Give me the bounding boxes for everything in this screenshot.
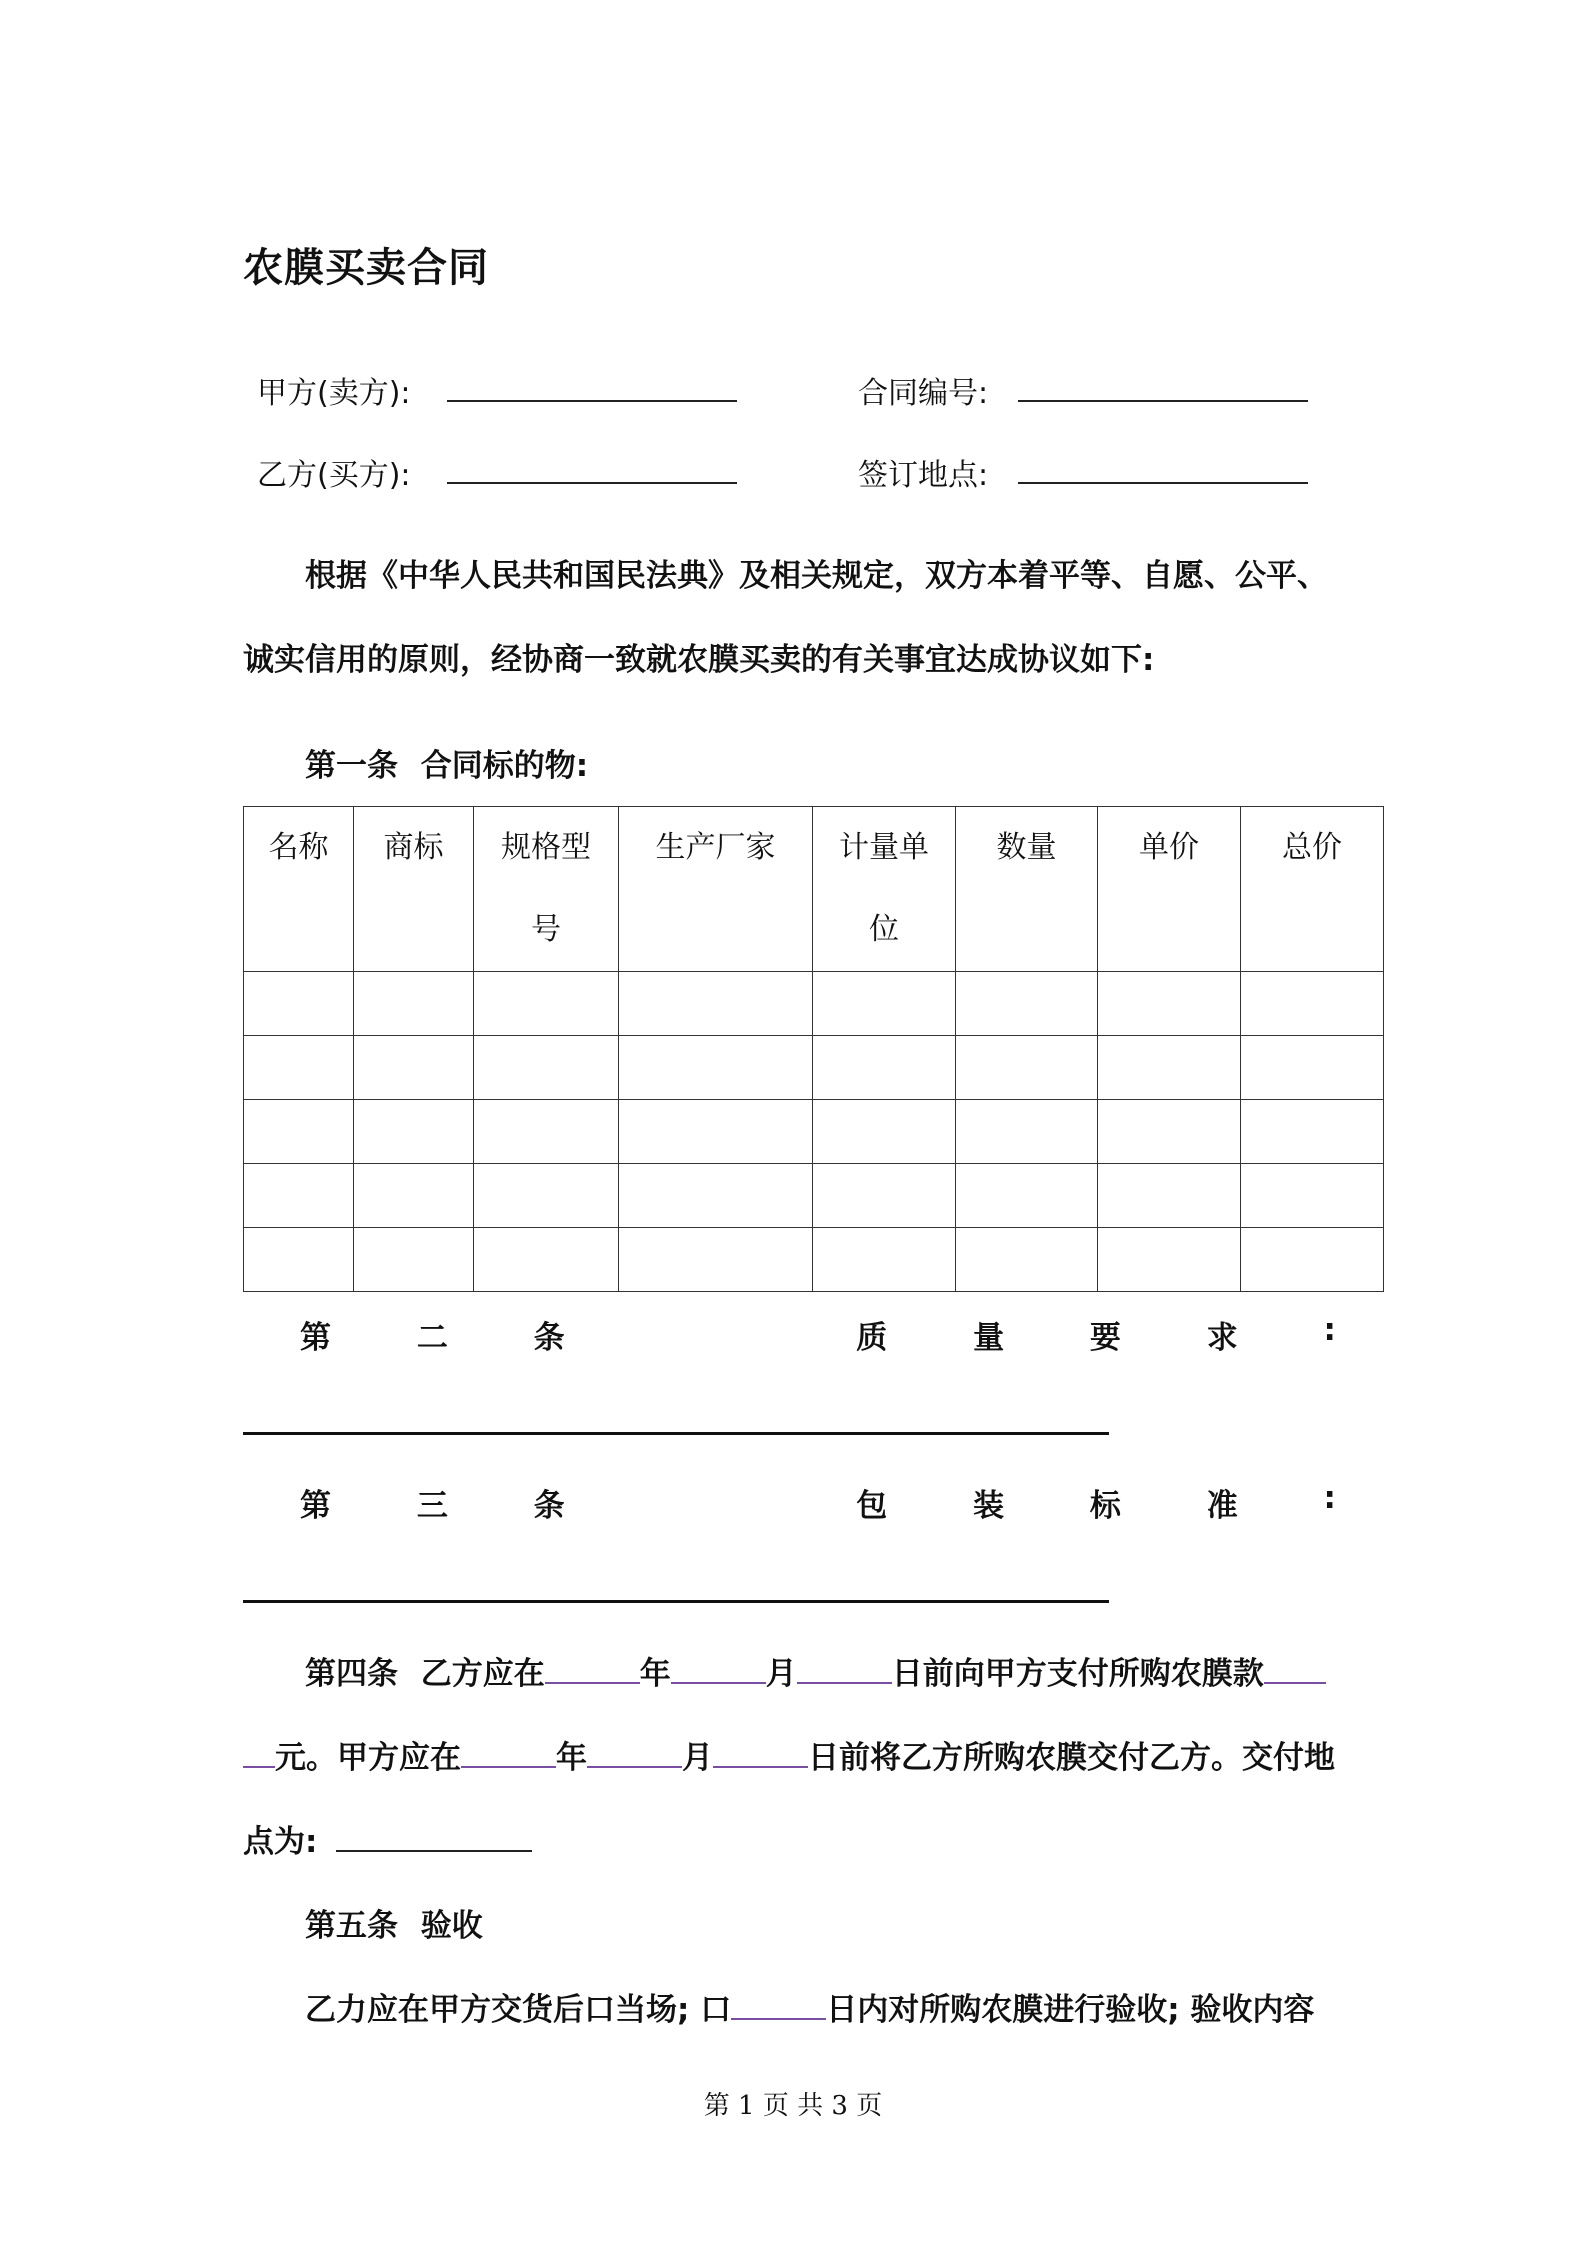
article-2-char: 第 [300,1320,331,1356]
table-cell[interactable] [354,1164,474,1228]
seller-field[interactable] [447,400,737,402]
column-header-quantity: 数量 [956,807,1098,972]
table-cell[interactable] [619,1164,813,1228]
table-cell[interactable] [813,1100,956,1164]
column-header-unit: 计量单位 [813,807,956,972]
article-3-char: 准 [1206,1488,1238,1524]
delivery-place-blank[interactable] [336,1850,532,1852]
table-cell[interactable] [474,1164,619,1228]
table-cell[interactable] [1241,1228,1384,1292]
article-3-char: 条 [533,1488,565,1524]
contract-number-field[interactable] [1018,400,1308,402]
article-2-char: 二 [416,1320,448,1356]
table-cell[interactable] [1098,1228,1241,1292]
table-cell[interactable] [956,972,1098,1036]
sign-place-field[interactable] [1018,482,1308,484]
article-4-number: 第四条 [305,1656,398,1692]
article-1-heading [305,740,588,785]
table-cell[interactable] [474,1228,619,1292]
table-cell[interactable] [1098,1036,1241,1100]
goods-table [243,806,1384,1292]
table-cell[interactable] [619,1036,813,1100]
article-4-line-3: 点为: [243,1816,532,1861]
table-cell[interactable] [956,1228,1098,1292]
table-cell[interactable] [354,1100,474,1164]
column-header-name: 名称 [244,807,354,972]
table-cell[interactable] [1098,972,1241,1036]
table-cell[interactable] [956,1164,1098,1228]
table-cell[interactable] [1241,1164,1384,1228]
table-cell[interactable] [956,1100,1098,1164]
article-2-char: 求 [1206,1320,1238,1356]
article-4-line-2: 元。甲方应在 年 月 日前将乙方所购农膜交付乙方。交付地 [243,1732,1335,1777]
article-5-line-1: 乙力应在甲方交货后口当场; 口 日内对所购农膜进行验收; 验收内容 [305,1992,1315,2028]
table-cell[interactable] [1098,1100,1241,1164]
table-cell[interactable] [354,1228,474,1292]
article-3-char: 第 [300,1488,331,1524]
table-cell[interactable] [1241,972,1384,1036]
contract-number-label: 合同编号: [858,376,989,411]
table-cell[interactable] [619,972,813,1036]
article-5-heading [305,1900,483,1945]
table-cell[interactable] [813,1036,956,1100]
table-cell[interactable] [474,1036,619,1100]
payment-amount-blank-end[interactable] [243,1765,275,1768]
table-cell[interactable] [956,1036,1098,1100]
intro-line-1: 根据《中华人民共和国民法典》及相关规定，双方本着平等、自愿、公平、 [305,558,1328,594]
table-cell[interactable] [813,1164,956,1228]
article-3-char: 标 [1089,1488,1121,1524]
article-3-char: 包 [856,1488,888,1524]
table-cell[interactable] [813,972,956,1036]
seller-label: 甲方(卖方): [257,376,411,411]
article-3-char: : [1323,1480,1336,1516]
table-cell[interactable] [619,1100,813,1164]
buyer-field[interactable] [447,482,737,484]
table-cell[interactable] [354,972,474,1036]
table-cell[interactable] [619,1228,813,1292]
column-header-unit-price: 单价 [1098,807,1241,972]
article-2-char: 质 [856,1320,888,1356]
sign-place-label: 签订地点: [858,458,989,493]
table-row [244,1100,1384,1164]
article-4-line-1: 第四条 乙方应在 年 月 日前向甲方支付所购农膜款 [305,1648,1326,1693]
column-header-trademark: 商标 [354,807,474,972]
buyer-label: 乙方(买方): [257,458,411,493]
article-3-char: 三 [416,1488,448,1524]
table-cell[interactable] [244,1036,354,1100]
document-title: 农膜买卖合同 [243,245,489,291]
article-1-title: 合同标的物: [420,748,589,784]
table-cell[interactable] [244,1100,354,1164]
article-2-heading [300,1312,1336,1357]
article-5-title: 验收 [420,1908,483,1944]
table-cell[interactable] [474,972,619,1036]
table-cell[interactable] [244,972,354,1036]
table-row [244,1164,1384,1228]
intro-line-2: 诚实信用的原则，经协商一致就农膜买卖的有关事宜达成协议如下: [243,642,1155,678]
delivery-month-blank[interactable] [587,1765,682,1768]
column-header-spec-model: 规格型号 [474,807,619,972]
payment-day-blank[interactable] [797,1681,892,1684]
table-cell[interactable] [813,1228,956,1292]
table-cell[interactable] [474,1100,619,1164]
article-2-char: 要 [1089,1320,1121,1356]
table-cell[interactable] [354,1036,474,1100]
article-2-char: : [1323,1312,1336,1348]
table-cell[interactable] [1241,1100,1384,1164]
table-cell[interactable] [244,1164,354,1228]
inspection-days-blank[interactable] [731,2017,826,2020]
table-row [244,1036,1384,1100]
article-3-char: 装 [973,1488,1005,1524]
article-2-char: 条 [533,1320,565,1356]
article-3-heading [300,1480,1336,1525]
payment-month-blank[interactable] [671,1681,766,1684]
article-2-fill-line[interactable] [243,1432,1109,1435]
delivery-day-blank[interactable] [713,1765,808,1768]
table-header-row [244,807,1384,972]
table-row [244,972,1384,1036]
table-row [244,1228,1384,1292]
table-cell[interactable] [244,1228,354,1292]
table-cell[interactable] [1098,1164,1241,1228]
column-header-total-price: 总价 [1241,807,1384,972]
payment-amount-blank-start[interactable] [1264,1681,1326,1684]
payment-year-blank[interactable] [545,1681,640,1684]
article-3-fill-line[interactable] [243,1600,1109,1603]
page-number: 第 1 页 共 3 页 [703,2091,883,2121]
article-2-char: 量 [973,1320,1005,1356]
article-5-number: 第五条 [305,1908,398,1944]
table-cell[interactable] [1241,1036,1384,1100]
delivery-year-blank[interactable] [461,1765,556,1768]
column-header-manufacturer: 生产厂家 [619,807,813,972]
article-1-number: 第一条 [305,748,398,784]
